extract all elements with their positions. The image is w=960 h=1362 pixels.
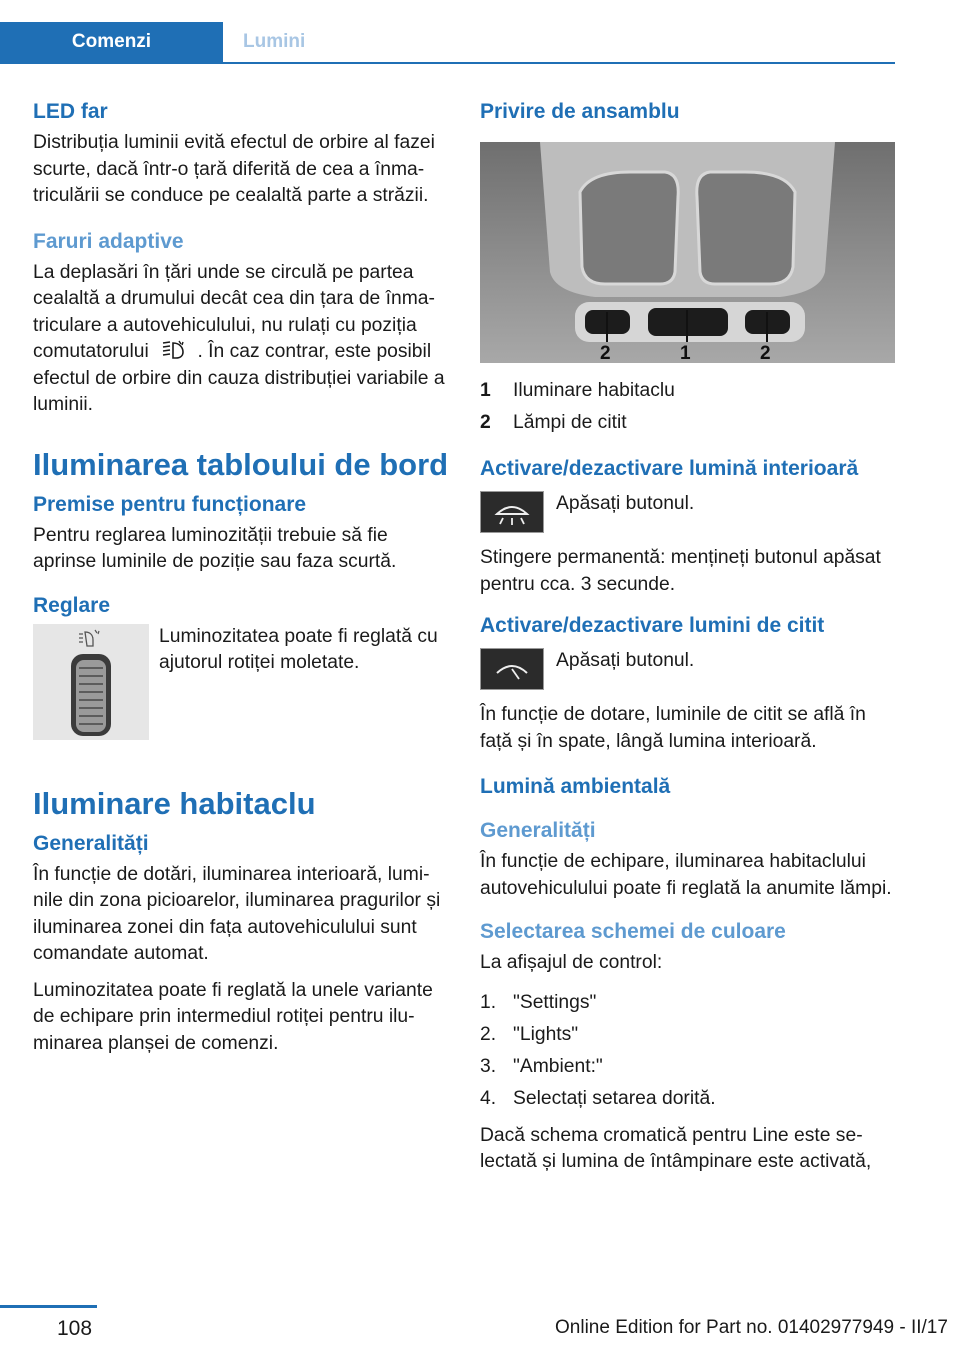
legend-text: Iluminare habitaclu [513, 380, 675, 401]
adaptive-text-2: . În caz contrar, este posibil efectul de orbire din cauza distribuției variabile a luminii. [33, 341, 445, 415]
premise-paragraph: Pentru reglarea luminozității trebuie să fie aprinse luminile de poziție sau faza scurtă. [33, 524, 397, 572]
color-scheme-heading: Selectarea schemei de culoare [480, 920, 786, 943]
interior-light-button-icon [480, 491, 544, 533]
adaptive-paragraph [33, 260, 451, 419]
page-number: 108 [57, 1317, 93, 1340]
reading-light-heading: Activare/dezactivare lumini de citit [480, 614, 825, 637]
step-text: "Lights" [513, 1023, 579, 1045]
interior-note: Stingere permanentă: mențineți butonul apăsat pentru cca. 3 secunde. [480, 547, 881, 595]
legend-text: Lămpi de citit [513, 412, 627, 433]
reading-light-button-icon [480, 648, 544, 690]
reading-figure-row [480, 648, 895, 690]
photo-label-1: 1 [680, 343, 691, 363]
overhead-console-photo [480, 142, 895, 363]
header-tabs [0, 22, 895, 64]
step-number: 3. [480, 1055, 497, 1077]
list-item [480, 1019, 895, 1051]
tab-comenzi[interactable]: Comenzi [0, 22, 223, 62]
general-heading: Generalități [33, 831, 149, 855]
cabin-lighting-heading: Iluminare habitaclu [33, 785, 316, 821]
led-paragraph: Distribuția luminii evită efectul de orbire al fazei scurte, dacă într-o țară diferită de cea a înmatriculării se conduce pe cealaltă parte a străzii. [33, 132, 435, 206]
ambient-heading: Lumină ambientală [480, 775, 671, 798]
closing-paragraph: Dacă schema cromatică pentru Line este selectată și lumina de întâmpinare este activată, [480, 1124, 872, 1172]
step-text: Selectați setarea dorită. [513, 1087, 716, 1109]
headlight-switch-icon [160, 339, 186, 361]
color-scheme-intro: La afișajul de control: [480, 952, 663, 973]
interior-instruction: Apăsați butonul. [556, 493, 695, 514]
step-number: 4. [480, 1087, 497, 1109]
ambient-general-heading: Generalități [480, 819, 596, 842]
photo-legend [480, 375, 895, 439]
adaptive-heading: Faruri adaptive [33, 229, 184, 253]
led-heading: LED far [33, 100, 108, 123]
dimmer-roller-icon [33, 624, 149, 740]
general-paragraph-2: Luminozitatea poate fi reglată la unele variante de echipare prin intermediul rotiței pentru iluminarea planșei de comenzi. [33, 979, 433, 1054]
list-item [480, 1083, 895, 1115]
reglare-heading: Reglare [33, 593, 111, 617]
list-item [480, 987, 895, 1019]
legend-number: 2 [480, 412, 491, 433]
photo-label-2-left: 2 [600, 343, 611, 363]
legend-item [480, 375, 895, 407]
reglare-figure-row [33, 624, 451, 740]
reading-note: În funcție de dotare, luminile de citit se află în față și în spate, lângă lumina interioară. [480, 704, 866, 752]
footer-divider [0, 1305, 97, 1308]
legend-item [480, 407, 895, 439]
step-number: 1. [480, 991, 497, 1013]
overview-heading: Privire de ansamblu [480, 100, 680, 123]
reglare-paragraph: Luminozitatea poate fi reglată cu ajutorul rotiței moletate. [159, 625, 438, 673]
step-number: 2. [480, 1023, 497, 1045]
left-column [33, 98, 451, 1067]
general-paragraph-1: În funcție de dotări, iluminarea interioară, luminile din zona picioarelor, iluminarea pragurilor și iluminarea zonei din fața autovehiculului sunt comandate automat. [33, 863, 441, 964]
right-column [480, 98, 895, 1186]
list-item [480, 1051, 895, 1083]
color-scheme-steps [480, 987, 895, 1115]
interior-light-heading: Activare/dezactivare lumină interioară [480, 457, 859, 480]
step-text: "Settings" [513, 991, 597, 1013]
ambient-general-paragraph: În funcție de echipare, iluminarea habitaclului autovehiculului poate fi reglată la anumite lămpi. [480, 851, 892, 899]
step-text: "Ambient:" [513, 1055, 603, 1077]
premise-heading: Premise pentru funcționare [33, 492, 307, 516]
photo-label-2-right: 2 [760, 343, 771, 363]
adaptive-text-1: La deplasări în țări unde se circulă pe partea cealaltă a drumului decât cea din țara de înmatriculare a autovehiculului, nu rulați cu poziția comutatorului [33, 261, 435, 362]
edition-note: Online Edition for Part no. 01402977949 - II/17 [555, 1317, 948, 1338]
interior-figure-row [480, 491, 895, 533]
tab-lumini[interactable]: Lumini [243, 31, 306, 52]
dashboard-lighting-heading: Iluminarea tabloului de bord [33, 446, 449, 482]
reading-instruction: Apăsați butonul. [556, 650, 695, 671]
legend-number: 1 [480, 380, 491, 401]
